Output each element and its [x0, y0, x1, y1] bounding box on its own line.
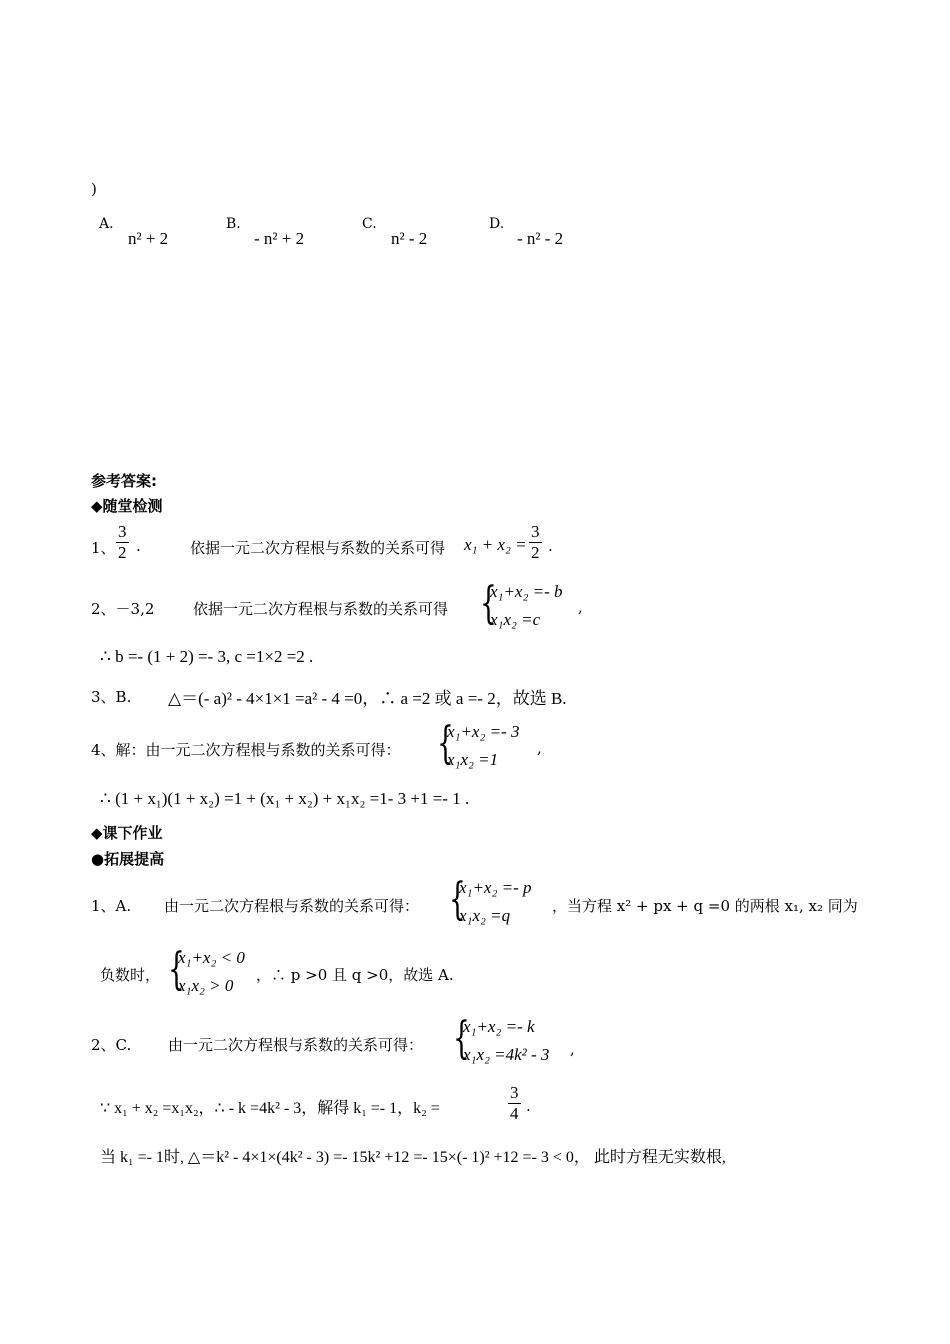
system-row-1: x₁+x₂ =- p	[459, 878, 532, 897]
answer-2-system	[480, 578, 590, 634]
system-row-1: x₁+x₂ =- 3	[447, 722, 520, 741]
answer-1-result-fraction	[529, 522, 542, 563]
brace-icon: {	[480, 578, 497, 629]
answer-1-num: 1、	[91, 539, 116, 557]
ext-1-system	[449, 874, 559, 930]
fraction-denominator: 2	[118, 543, 127, 562]
ext-1-line2a: 负数时，	[100, 966, 161, 984]
fraction-numerator: 3	[531, 522, 540, 541]
brace-icon: {	[437, 718, 454, 769]
close-paren: )	[91, 180, 97, 198]
system-row-2: x₁x₂ =q	[459, 906, 511, 925]
answer-1-text: 依据一元二次方程根与系数的关系可得	[190, 539, 446, 557]
ext-2-system	[453, 1013, 583, 1069]
ext-2-num: 2、C.	[91, 1036, 132, 1054]
answer-4-text: 4、解：由一元二次方程根与系数的关系可得：	[91, 741, 401, 759]
ext-1-system-2	[168, 944, 258, 1000]
option-a-expr: n² + 2	[128, 229, 169, 248]
fraction-numerator: 3	[510, 1083, 519, 1102]
ext-2-text: 由一元二次方程根与系数的关系可得：	[168, 1036, 424, 1054]
section-extension: ●拓展提高	[91, 850, 165, 868]
answer-4-system	[437, 718, 547, 774]
system-row-1: x₁+x₂ < 0	[178, 948, 245, 967]
ext-2-fraction	[508, 1083, 521, 1124]
answer-1-expr: x₁ + x₂ =	[464, 535, 527, 554]
answer-3-num: 3、B.	[91, 688, 132, 706]
system-row-1: x₁+x₂ =- k	[463, 1017, 535, 1036]
ext-1-line2b: ，∴ p >0 且 q >0，故选 A.	[256, 966, 454, 984]
option-d-letter: D.	[489, 216, 505, 232]
answer-2-line2: ∴ b =- (1 + 2) =- 3, c =1×2 =2 .	[100, 647, 314, 666]
ext-1-text: 由一元二次方程根与系数的关系可得：	[164, 897, 420, 915]
ext-2-line3: 当 k₁ =- 1时, △＝k² - 4×1×(4k² - 3) =- 15k² +12 =- 15×(- 1)² +12 =- 3 < 0， 此时方程无实数根,	[100, 1149, 726, 1166]
brace-icon: {	[168, 944, 185, 995]
answer-1-fraction	[116, 522, 129, 563]
option-b-letter: B.	[226, 216, 241, 232]
answer-4-end: ,	[537, 739, 542, 757]
system-row-1: x₁+x₂ =- b	[490, 582, 563, 601]
system-row-2: x₁x₂ =1	[447, 750, 499, 769]
option-a-letter: A.	[99, 216, 114, 232]
ext-2-dot: .	[526, 1097, 531, 1115]
option-c-letter: C.	[362, 216, 377, 232]
option-b-expr: - n² + 2	[254, 229, 305, 248]
fraction-denominator: 4	[510, 1104, 519, 1123]
system-row-2: x₁x₂ =4k² - 3	[463, 1045, 550, 1064]
ext-1-num: 1、A.	[91, 897, 132, 915]
option-d-expr: - n² - 2	[517, 229, 564, 248]
answer-1-dot: .	[136, 537, 141, 555]
ext-2-end: ,	[570, 1040, 575, 1058]
ext-2-line2: ∵ x₁ + x₂ =x₁x₂，∴ - k =4k² - 3，解得 k₁ =- 1，k₂ =	[100, 1100, 440, 1117]
ext-1-after: ，当方程 x² + px + q =0 的两根 x₁, x₂ 同为	[552, 897, 858, 915]
answers-title: 参考答案:	[91, 472, 157, 490]
answer-2-end: ,	[578, 598, 583, 616]
answer-2-text: 依据一元二次方程根与系数的关系可得	[193, 600, 449, 618]
option-c-expr: n² - 2	[391, 229, 428, 248]
brace-icon: {	[453, 1013, 470, 1064]
fraction-numerator: 3	[118, 522, 127, 541]
answer-3-expr: △＝(- a)² - 4×1×1 =a² - 4 =0，∴ a =2 或 a =- 2，故选 B.	[168, 689, 567, 708]
system-row-2: x₁x₂ > 0	[178, 976, 234, 995]
brace-icon: {	[449, 874, 466, 925]
system-row-2: x₁x₂ =c	[490, 610, 541, 629]
fraction-denominator: 2	[531, 543, 540, 562]
answer-2-num: 2、－3,2	[91, 600, 155, 618]
section-class-test: ◆随堂检测	[91, 497, 163, 515]
section-homework: ◆课下作业	[91, 824, 163, 842]
answer-4-line2: ∴ (1 + x₁)(1 + x₂) =1 + (x₁ + x₂) + x₁x₂ =1- 3 +1 =- 1 .	[100, 789, 470, 808]
answer-1-end: .	[548, 537, 553, 555]
